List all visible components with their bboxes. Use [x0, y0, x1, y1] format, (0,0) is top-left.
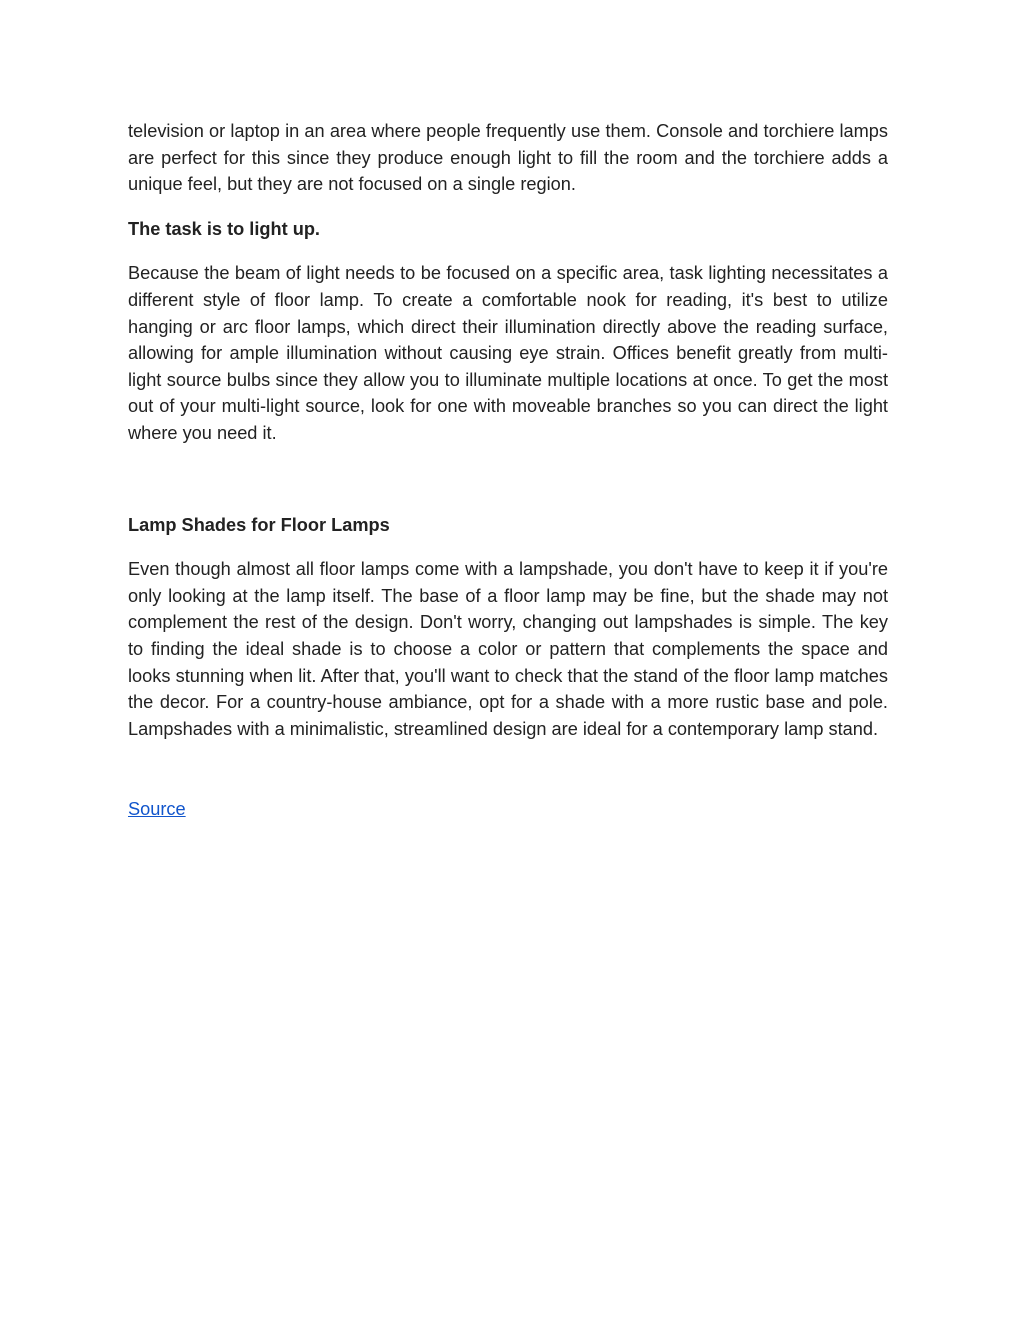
paragraph-intro: television or laptop in an area where people frequently use them. Console and torchiere lamps are perfect for this since they produce enough light to fill the room and the torchiere adds a unique feel, but they are not focused on a single region. [128, 121, 888, 195]
paragraph-lamp-shades: Even though almost all floor lamps come with a lampshade, you don't have to keep it if you're only looking at the lamp itself. The base of a floor lamp may be fine, but the shade may not complement the rest of the design. Don't worry, changing out lampshades is simple. The key to finding the ideal shade is to choose a color or pattern that complements the space and looks stunning when lit. After that, you'll want to check that the stand of the floor lamp matches the decor. For a country-house ambiance, opt for a shade with a more rustic base and pole. Lampshades with a minimalistic, streamlined design are ideal for a contemporary lamp stand. [128, 559, 888, 739]
document-page [128, 118, 888, 823]
source-link[interactable]: Source [128, 799, 186, 820]
heading-task-lighting: The task is to light up. [128, 218, 320, 239]
heading-lamp-shades: Lamp Shades for Floor Lamps [128, 514, 390, 535]
paragraph-task-lighting: Because the beam of light needs to be focused on a specific area, task lighting necessitates a different style of floor lamp. To create a comfortable nook for reading, it's best to utilize hanging or arc floor lamps, which direct their illumination directly above the reading surface, allowing for ample illumination without causing eye strain. Offices benefit greatly from multi-light source bulbs since they allow you to illuminate multiple locations at once. To get the most out of your multi-light source, look for one with moveable branches so you can direct the light where you need it. [128, 263, 888, 443]
